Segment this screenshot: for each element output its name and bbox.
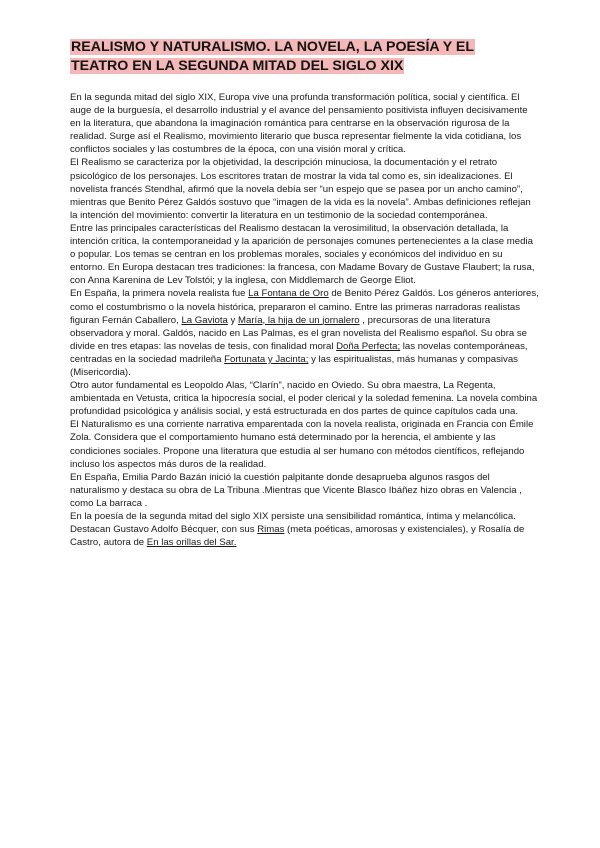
paragraph-spain-realism xyxy=(70,287,540,379)
title-la-fontana-de-oro: La Fontana de Oro xyxy=(248,288,329,300)
text-segment: En la poesía de la segunda mitad del siglo XIX persiste una sensibilidad romántica, íntima y melancólica. Destacan Gustavo Adolfo Bécquer, con sus xyxy=(70,511,516,536)
title-dona-perfecta: Doña Perfecta; xyxy=(336,340,401,352)
paragraph-naturalism-spain: En España, Emilia Pardo Bazán inició la cuestión palpitante donde desaprueba algunos rasgos del naturalismo y destaca su obra de La Tribuna .Mientras que Vicente Blasco Ibáñez hizo obras en Valencia , como La barraca . xyxy=(70,471,522,509)
paragraph-naturalism: El Naturalismo es una corriente narrativa emparentada con la novela realista, originada en Francia con Émile Zola. Considera que el comportamiento humano está determinado por la herencia, el ambiente y las condiciones sociales. Propone una literatura que estudia al ser humano con métodos científicos, reflejando incluso los aspectos más duros de la realidad. xyxy=(70,419,534,470)
document-title xyxy=(70,38,530,76)
text-segment: y las espiritualistas, más humanas y compasivas (Misericordia). xyxy=(70,353,518,378)
text-segment: y xyxy=(227,314,239,326)
paragraph-clarin: Otro autor fundamental es Leopoldo Alas, “Clarín”, nacido en Oviedo. Su obra maestra, La Regenta, ambientada en Vetusta, critica la hipocresía social, el poder clerical y la soledad femenina. La novela combina profundidad psicológica y análisis social, y está estructurada en dos partes de quince capítulos cada una. xyxy=(70,380,538,418)
title-fortunata-y-jacinta: Fortunata y Jacinta; xyxy=(224,353,309,365)
title-en-las-orillas-del-sar: En las orillas del Sar. xyxy=(146,537,237,549)
document-body xyxy=(70,91,540,549)
title-maria-la-hija-de-un-jornalero: María, la hija de un jornalero xyxy=(238,314,360,326)
title-rimas: Rimas xyxy=(257,524,285,536)
paragraph-realism-features: El Realismo se caracteriza por la objetividad, la descripción minuciosa, la documentación y el retrato psicológico de los personajes. Los escritores tratan de mostrar la vida tal como es, sin idealizaciones. El novelista francés Stendhal, afirmó que la novela debía ser “un espejo que se pasea por un ancho camino”, mientras que Benito Pérez Galdós sostuvo que “imagen de la vida es la novela”. Ambas definiciones reflejan la intención del movimiento: convertir la literatura en un testimonio de la sociedad contemporánea. xyxy=(70,157,531,221)
text-segment: , precursoras de una literatura observadora y moral. Galdós, nacido en Las Palmas, es el gran novelista del Realismo español. Su obra se divide en tres etapas: las novelas de tesis, con finalidad moral xyxy=(70,314,528,352)
paragraph-intro: En la segunda mitad del siglo XIX, Europa vive una profunda transformación política, social y científica. El auge de la burguesía, el desarrollo industrial y el avance del pensamiento positivista influyen decisivamente en la literatura, que abandona la imaginación romántica para centrarse en la observación rigurosa de la realidad. Surge así el Realismo, movimiento literario que busca representar fielmente la vida cotidiana, los conflictos sociales y las costumbres de la época, con una visión moral y crítica. xyxy=(70,92,528,156)
text-segment: de Benito Pérez Galdós. Los géneros anteriores, como el costumbrismo o la novela histórica, prepararon el camino. Entre las primeras narradoras realistas figuran Fernán Caballero, xyxy=(70,288,539,326)
text-segment: las novelas contemporáneas, centradas en la sociedad madrileña xyxy=(70,340,528,365)
paragraph-poetry xyxy=(70,510,540,549)
text-segment: En España, la primera novela realista fue xyxy=(70,288,249,300)
text-segment: (meta poéticas, amorosas y existenciales), y Rosalía de Castro, autora de xyxy=(70,524,525,549)
title-line-1: REALISMO Y NATURALISMO. LA NOVELA, LA POESÍA Y EL xyxy=(71,39,475,55)
title-line-2: TEATRO EN LA SEGUNDA MITAD DEL SIGLO XIX xyxy=(71,58,404,74)
title-la-gaviota: La Gaviota xyxy=(181,314,228,326)
paragraph-realism-characteristics: Entre las principales características del Realismo destacan la verosimilitud, la observación detallada, la intención crítica, la contemporaneidad y la aparición de personajes comunes pertenecientes a la clase media o popular. Los temas se centran en los problemas morales, sociales y económicos del individuo en su entorno. En Europa destacan tres tradiciones: la francesa, con Madame Bovary de Gustave Flaubert; la rusa, con Anna Karenina de Lev Tolstói; y la inglesa, con Middlemarch de George Eliot. xyxy=(70,222,535,287)
